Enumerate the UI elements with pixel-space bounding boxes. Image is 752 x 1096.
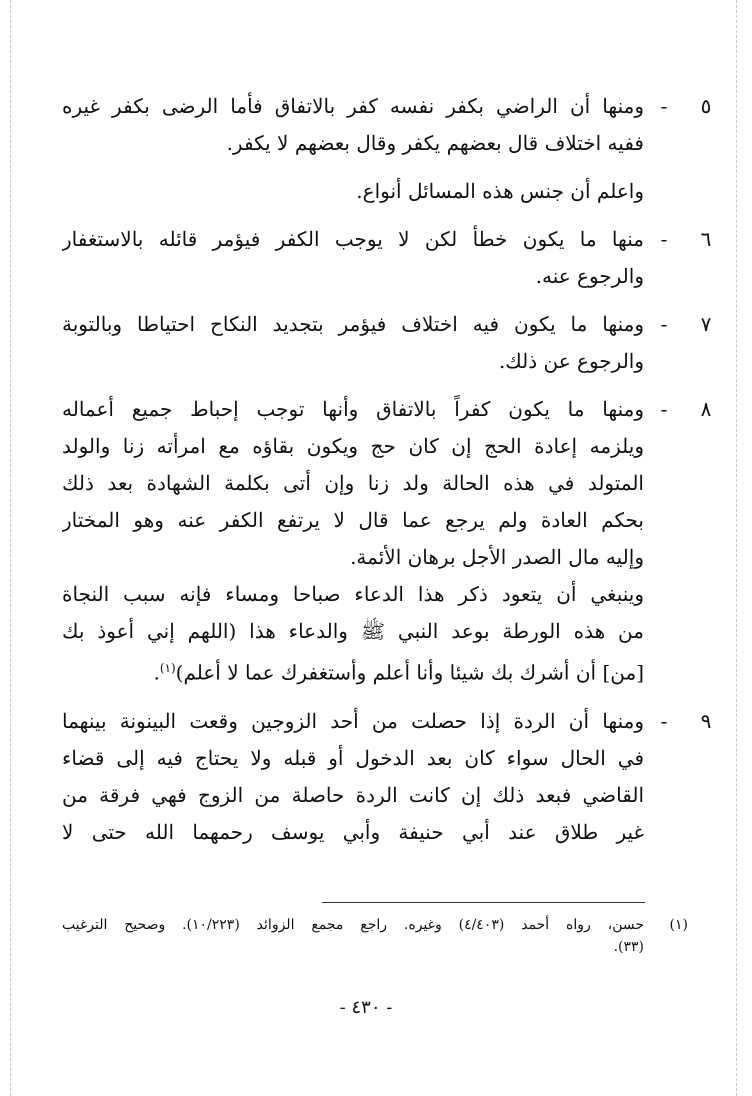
text-line: وينبغي أن يتعود ذكر هذا الدعاء صباحا ومساء فإنه سبب النجاة: [62, 582, 644, 606]
text-line: ومنها أن الردة إذا حصلت من أحد الزوجين وقعت البينونة بينهما: [62, 708, 644, 733]
text-line: ويلزمه إعادة الحج إن كان حج ويكون بقاؤه مع امرأته زنا والولد: [62, 434, 644, 458]
text-line: والرجوع عن ذلك.: [498, 349, 644, 373]
footnote-line: (٣٣).: [613, 939, 644, 955]
list-item-7: [62, 306, 712, 380]
text-line: غير طلاق عند أبي حنيفة وأبي يوسف رحمهما الله حتى لا: [62, 819, 644, 844]
intro-paragraph: واعلم أن جنس هذه المسائل أنواع.: [356, 179, 644, 203]
text-line: المتولد في هذه الحالة ولد زنا وإن أتى بكلمة الشهادة بعد ذلك: [62, 471, 644, 495]
footnote-reference[interactable]: (١): [159, 661, 176, 675]
text-line-content: [من] أن أشرك بك شيئا وأنا أعلم وأستغفرك عما لا أعلم): [175, 660, 644, 685]
footnote-separator: [322, 902, 645, 903]
item-marker: [652, 221, 716, 258]
item-dash: -: [660, 227, 668, 251]
page-right-edge: [736, 0, 737, 1096]
item-dash: -: [660, 94, 668, 118]
text-line: ومنها ما يكون كفراً بالاتفاق وأنها توجب إحباط جميع أعماله: [62, 397, 644, 421]
list-item-9: [62, 703, 712, 851]
text-line: بحكم العادة ولم يرجع عما قال لا يرتفع الكفر عنه وهو المختار: [62, 508, 644, 532]
list-item-6: [62, 221, 712, 295]
text-line: القاضي فبعد ذلك إن كانت الردة حاصلة من الزوج فهي فرقة من: [62, 782, 644, 807]
text-line: والرجوع عنه.: [535, 264, 644, 288]
text-line: في الحال سواء كان بعد الدخول أو قبله ولا يحتاج فيه إلى قضاء: [62, 745, 644, 770]
item-number: ٩: [700, 708, 712, 733]
footnote-number: (١): [669, 917, 688, 933]
text-line: من هذه الورطة بوعد النبي ﷺ والدعاء هذا (اللهم إني أعوذ بك: [62, 619, 644, 643]
item-dash: -: [660, 397, 668, 421]
item-dash: -: [660, 312, 668, 336]
item-marker: [652, 88, 716, 125]
main-text: [62, 88, 712, 862]
item-marker: [652, 703, 716, 740]
page-number: - ٤٣٠ -: [339, 997, 393, 1018]
text-line-with-footnote: [من] أن أشرك بك شيئا وأنا أعلم وأستغفرك عما لا أعلم)$^{(١)}$.: [153, 660, 644, 685]
item-marker: [652, 306, 716, 343]
list-item-8: [62, 391, 712, 692]
item-number: ٥: [700, 94, 712, 118]
text-line: ومنها ما يكون فيه اختلاف فيؤمر بتجديد النكاح احتياطا وبالتوبة: [62, 312, 644, 336]
text-line: منها ما يكون خطأ لكن لا يوجب الكفر فيؤمر قائله بالاستغفار: [62, 227, 644, 251]
page-left-edge: [10, 0, 11, 1096]
text-line: ففيه اختلاف قال بعضهم يكفر وقال بعضهم لا يكفر.: [226, 131, 644, 155]
item-number: ٨: [700, 397, 712, 421]
item-marker: [652, 391, 716, 428]
item-number: ٧: [700, 312, 712, 336]
footnote: [62, 914, 688, 958]
text-line: وإليه مال الصدر الأجل برهان الأئمة.: [350, 545, 644, 569]
footnote-line: حسن، رواه أحمد (٤/٤٠٣) وغيره. راجع مجمع الزوائد (١٠/٢٢٣). وصحيح الترغيب: [62, 917, 644, 933]
text-line: ومنها أن الراضي بكفر نفسه كفر بالاتفاق فأما الرضى بكفر غيره: [62, 94, 644, 118]
item-number: ٦: [700, 227, 712, 251]
item-dash: -: [660, 708, 668, 733]
list-item-5: [62, 88, 712, 162]
